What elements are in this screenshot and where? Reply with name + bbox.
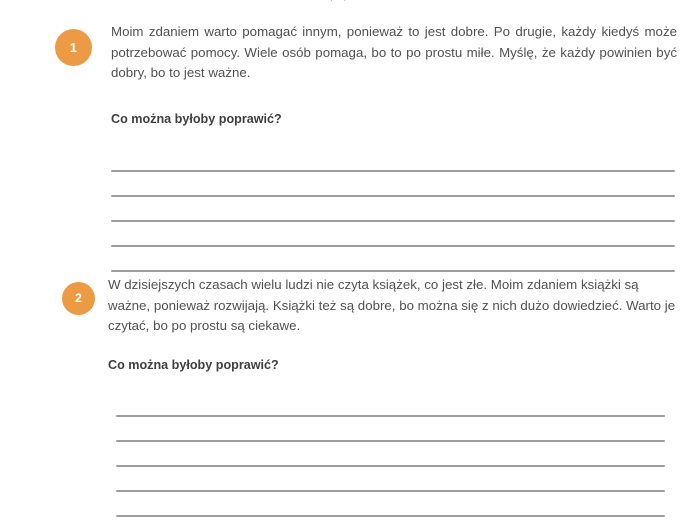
answer-line[interactable]: [116, 417, 676, 442]
answer-lines-1: [111, 128, 677, 272]
task-number-badge-1: 1: [55, 29, 92, 66]
answer-line[interactable]: [116, 392, 676, 417]
answer-line[interactable]: [111, 247, 677, 272]
task-body-2: [108, 275, 676, 517]
task-number-badge-2: 2: [62, 282, 95, 315]
answer-line[interactable]: [111, 147, 677, 172]
prompt-question-2: Co można byłoby poprawić?: [108, 357, 279, 372]
answer-line[interactable]: [116, 492, 676, 517]
answer-line[interactable]: [111, 172, 677, 197]
answer-line[interactable]: [116, 467, 676, 492]
answer-line[interactable]: [111, 197, 677, 222]
answer-line[interactable]: [116, 442, 676, 467]
prompt-question-1: Co można byłoby poprawić?: [111, 111, 282, 126]
task-body-1: [111, 22, 677, 272]
answer-line[interactable]: [111, 222, 677, 247]
clipped-header-text: [330, 0, 370, 1]
answer-lines-2: [116, 374, 676, 517]
student-response-text-2: W dzisiejszych czasach wielu ludzi nie czyta książek, co jest złe. Moim zdaniem książki są ważne, ponieważ rozwijają. Książki też są dobre, bo można się z nich dużo dowiedzieć. Warto je czytać, bo po prostu są ciekawe.: [108, 277, 676, 333]
student-response-text-1: Moim zdaniem warto pomagać innym, ponieważ to jest dobre. Po drugie, każdy kiedyś może potrzebować pomocy. Wiele osób pomaga, bo to po prostu miłe. Myślę, że każdy powinien być dobry, bo to jest ważne.: [111, 24, 677, 80]
